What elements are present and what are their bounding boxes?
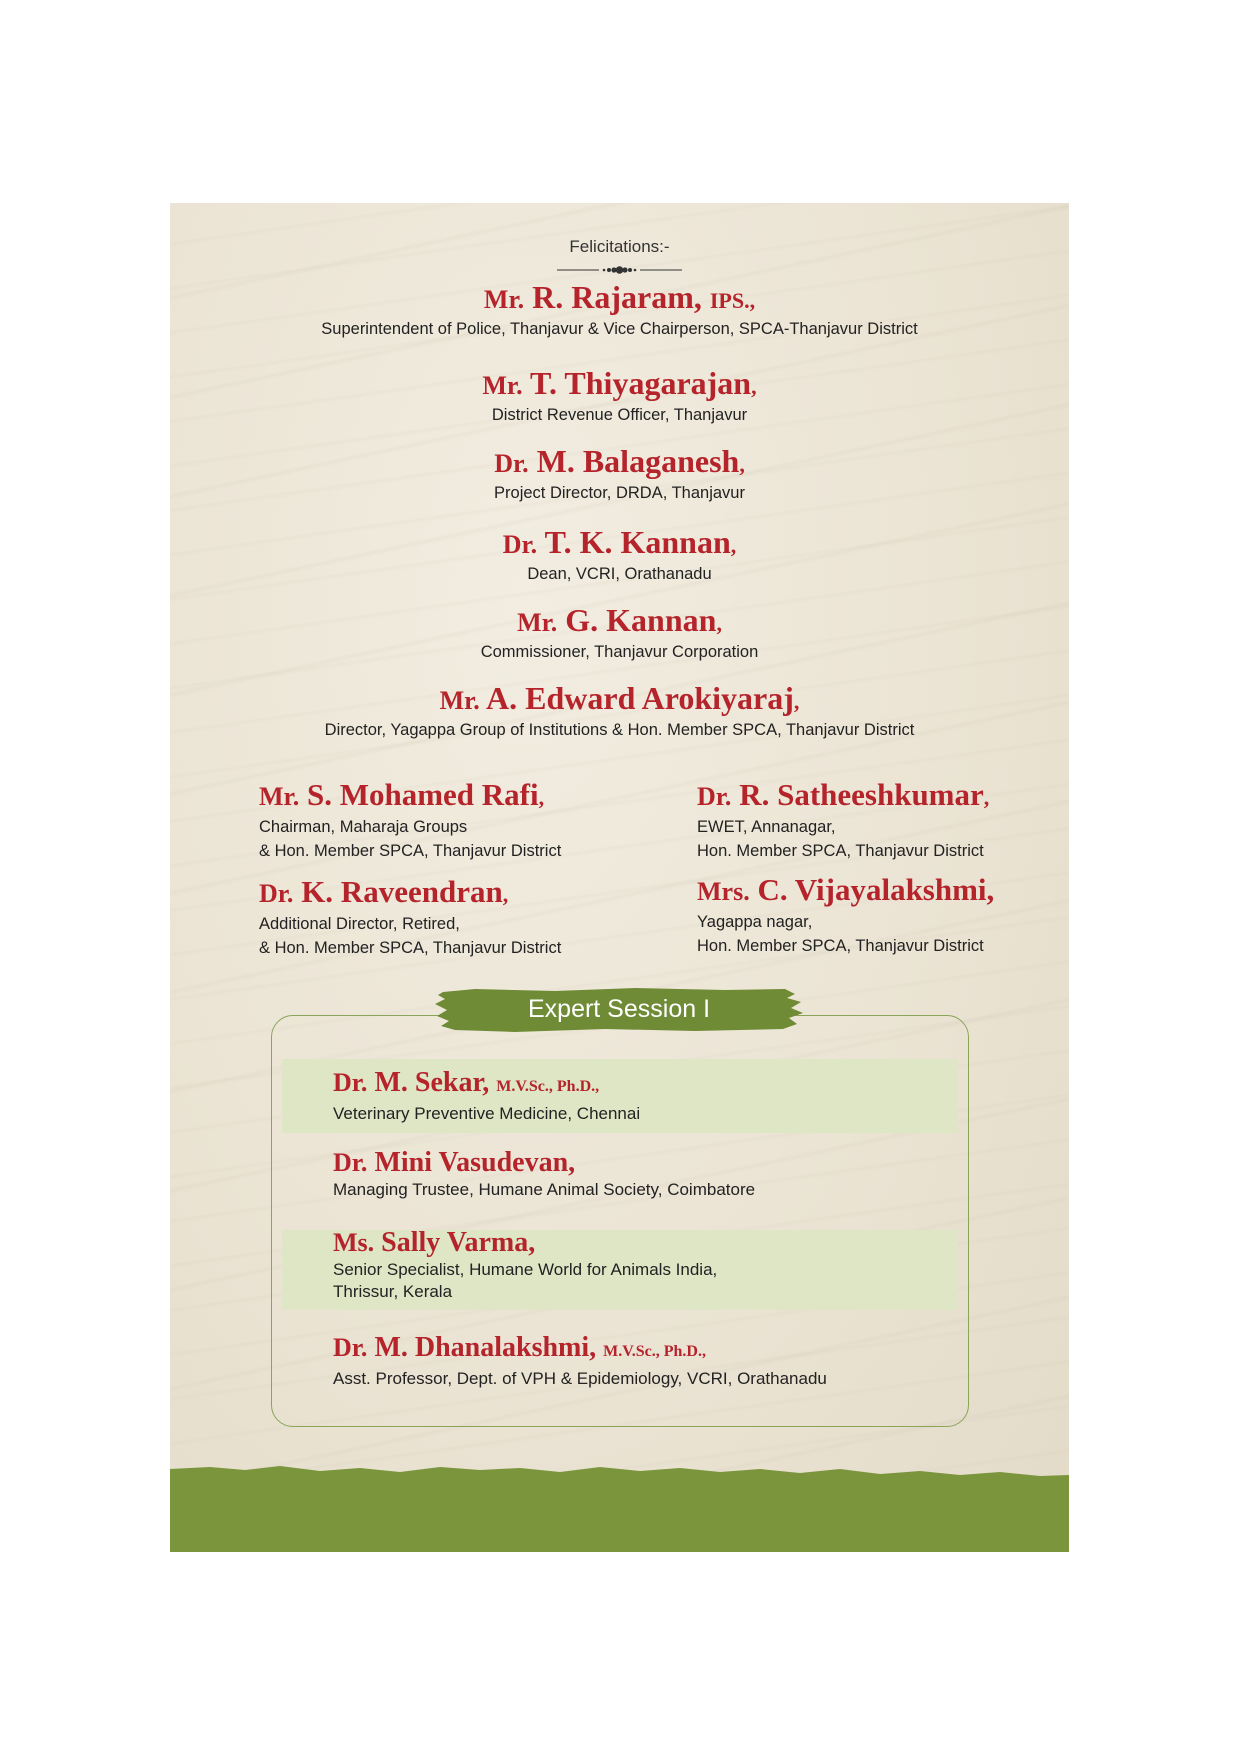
person-name: M. Dhanalakshmi,	[374, 1332, 597, 1363]
name-prefix: Dr.	[333, 1333, 368, 1362]
person-role: Additional Director, Retired,	[259, 915, 460, 933]
person-role: Veterinary Preventive Medicine, Chennai	[333, 1104, 641, 1123]
person-name: Sally Varma,	[381, 1227, 536, 1258]
person-role: Managing Trustee, Humane Animal Society, Coimbatore	[333, 1180, 756, 1199]
person-role: Asst. Professor, Dept. of VPH & Epidemiology, VCRI, Orathanadu	[333, 1369, 827, 1388]
felicitation-entry-left	[259, 875, 561, 960]
person-name: T. K. Kannan	[544, 524, 731, 560]
name-prefix: Mr.	[517, 608, 558, 637]
felicitation-entry-right	[697, 778, 989, 863]
felicitation-entry	[170, 279, 1069, 340]
expert-session-title: Expert Session I	[527, 995, 711, 1023]
expert-entry	[333, 1067, 640, 1125]
person-role: Senior Specialist, Humane World for Animals India,	[333, 1260, 718, 1279]
person-role: Thrissur, Kerala	[333, 1282, 453, 1301]
name-suffix: ,	[716, 611, 722, 636]
name-prefix: Dr.	[259, 879, 294, 908]
felicitations-heading: Felicitations:-	[569, 237, 670, 256]
name-prefix: Dr.	[697, 782, 732, 811]
name-prefix: Dr.	[502, 530, 538, 559]
name-suffix: ,	[730, 533, 737, 558]
felicitation-entry-left	[259, 778, 561, 863]
name-suffix: ,	[751, 374, 757, 399]
person-role: Hon. Member SPCA, Thanjavur District	[697, 937, 984, 955]
name-prefix: Dr.	[494, 449, 529, 478]
person-role: Hon. Member SPCA, Thanjavur District	[697, 842, 984, 860]
person-name: T. Thiyagarajan	[530, 365, 752, 401]
person-name: S. Mohamed Rafi	[306, 777, 539, 812]
person-name: Mini Vasudevan,	[374, 1147, 576, 1178]
person-role: Commissioner, Thanjavur Corporation	[480, 643, 759, 661]
person-name: R. Satheeshkumar	[739, 777, 984, 812]
person-role: Director, Yagappa Group of Institutions & Hon. Member SPCA, Thanjavur District	[324, 721, 915, 739]
felicitation-entry	[170, 524, 1069, 585]
name-prefix: Mr.	[483, 285, 525, 314]
credentials: M.V.Sc., Ph.D.,	[496, 1078, 600, 1095]
poster	[170, 203, 1069, 1552]
felicitation-entry	[170, 602, 1069, 663]
name-prefix: Dr.	[333, 1148, 368, 1177]
person-name: M. Balaganesh	[536, 443, 740, 479]
person-name: C. Vijayalakshmi,	[757, 872, 995, 907]
felicitation-entry-right	[697, 873, 994, 958]
felicitation-entry	[170, 443, 1069, 504]
person-name: R. Rajaram,	[532, 279, 702, 315]
expert-entry	[333, 1147, 755, 1201]
credentials: M.V.Sc., Ph.D.,	[603, 1343, 706, 1360]
felicitation-entry	[170, 680, 1069, 741]
name-prefix: Mr.	[482, 371, 523, 400]
expert-entry	[333, 1227, 717, 1303]
person-role: & Hon. Member SPCA, Thanjavur District	[259, 939, 562, 957]
person-role: Yagappa nagar,	[697, 913, 813, 931]
expert-entry	[333, 1332, 827, 1390]
name-prefix: Mrs.	[697, 877, 750, 906]
name-prefix: Mr.	[259, 782, 300, 811]
person-role: Dean, VCRI, Orathanadu	[527, 565, 712, 583]
person-role: Project Director, DRDA, Thanjavur	[494, 484, 745, 502]
name-prefix: Dr.	[333, 1068, 368, 1097]
person-role: Superintendent of Police, Thanjavur & Vice Chairperson, SPCA-Thanjavur District	[321, 320, 918, 338]
name-suffix: ,	[502, 882, 509, 907]
person-role: EWET, Annanagar,	[697, 818, 836, 836]
person-name: M. Sekar,	[374, 1067, 490, 1098]
person-name: A. Edward Arokiyaraj	[486, 680, 794, 716]
felicitation-entry	[170, 365, 1069, 426]
person-name: K. Raveendran	[301, 874, 503, 909]
name-prefix: Ms.	[333, 1228, 375, 1257]
name-suffix: ,	[739, 452, 745, 477]
name-suffix: ,	[793, 689, 800, 714]
torn-green-footer-icon	[170, 1463, 1069, 1552]
name-suffix: ,	[538, 785, 545, 810]
person-role: District Revenue Officer, Thanjavur	[491, 406, 748, 424]
person-name: G. Kannan	[565, 602, 717, 638]
person-role: & Hon. Member SPCA, Thanjavur District	[259, 842, 562, 860]
person-role: Chairman, Maharaja Groups	[259, 818, 468, 836]
name-prefix: Mr.	[439, 686, 480, 715]
name-suffix: IPS.,	[709, 288, 756, 313]
ornament-divider-icon	[557, 265, 682, 275]
name-suffix: ,	[983, 785, 990, 810]
